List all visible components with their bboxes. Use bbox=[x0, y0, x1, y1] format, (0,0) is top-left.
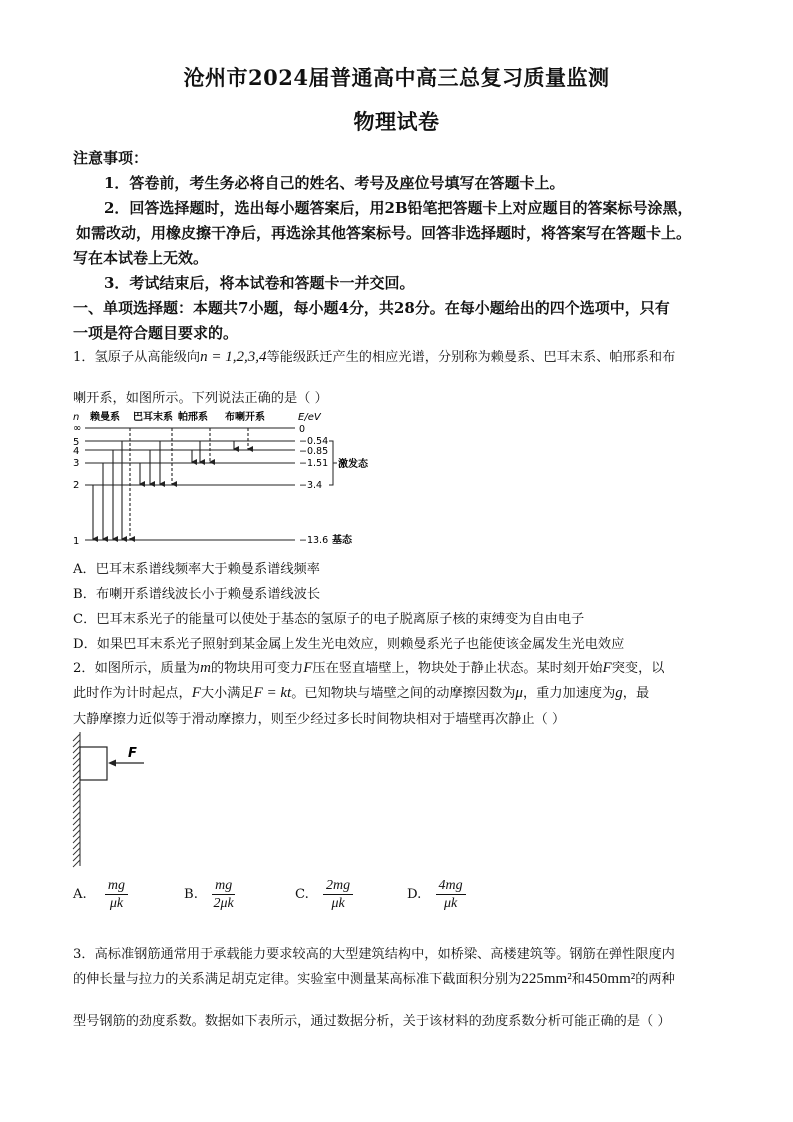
level-label-3: 3 bbox=[73, 458, 80, 469]
block bbox=[80, 747, 107, 780]
level-label-inf: ∞ bbox=[73, 423, 82, 434]
energy-level-diagram bbox=[70, 408, 375, 550]
notice-item-2-line-1: 2．回答选择题时，选出每小题答案后，用2B铅笔把答题卡上对应题目的答案标号涂黑， bbox=[104, 199, 693, 217]
notice-heading: 注意事项： bbox=[73, 149, 149, 167]
excited-state-label: 激发态 bbox=[338, 459, 368, 470]
q1-stem-line-2: 喇开系，如图所示。下列说法正确的是（ ） bbox=[73, 391, 328, 406]
q1-option-a: A．巴耳末系谱线频率大于赖曼系谱线频率 bbox=[73, 562, 320, 577]
wall-hatching bbox=[73, 734, 80, 867]
excited-bracket bbox=[329, 441, 333, 485]
paschen-label: 帕邢系 bbox=[178, 412, 208, 423]
lyman-label: 赖曼系 bbox=[90, 412, 120, 423]
section-1-line-1: 一、单项选择题：本题共7小题，每小题4分，共28分。在每小题给出的四个选项中，只有 bbox=[73, 299, 670, 317]
q2-option-d: D. $\frac{4mg}{\mu k}$ bbox=[407, 877, 466, 912]
q1-stem-line-1: 1．氢原子从高能级向n = 1,2,3,4等能级跃迁产生的相应光谱，分别称为赖曼系、巴耳末系、帕邢系和布 bbox=[73, 349, 676, 365]
section-1-line-2: 一项是符合题目要求的。 bbox=[73, 324, 239, 342]
q2-option-b: B. $\frac{mg}{2\mu k}$ bbox=[184, 878, 234, 911]
level-label-5: 5 bbox=[73, 437, 80, 448]
q3-stem-line-3: 型号钢筋的劲度系数。数据如下表所示，通过数据分析，关于该材料的劲度系数分析可能正确的是（ ） bbox=[73, 1014, 671, 1029]
q2-stem-line-3: 大静摩擦力近似等于滑动摩擦力，则至少经过多长时间物块相对于墙壁再次静止（ ） bbox=[73, 712, 566, 727]
force-arrow-head bbox=[108, 760, 116, 767]
q2-stem-line-2: 此时作为计时起点，F大小满足F = kt。已知物块与墙壁之间的动摩擦因数为μ，重力加速度为g，最 bbox=[73, 685, 650, 701]
level-label-1: 1 bbox=[73, 536, 80, 547]
notice-item-3: 3．考试结束后，将本试卷和答题卡一并交回。 bbox=[104, 274, 415, 292]
q1-math-n: n = 1,2,3,4 bbox=[200, 349, 267, 365]
ground-state-label: 基态 bbox=[332, 535, 352, 546]
exam-title: 沧州市2024届普通高中高三总复习质量监测 bbox=[183, 65, 610, 90]
q2-stem-line-1: 2．如图所示，质量为m的物块用可变力F压在竖直墙壁上，物块处于静止状态。某时刻开始F突变，以 bbox=[73, 660, 665, 676]
q1-option-d: D．如果巴耳末系光子照射到某金属上发生光电效应，则赖曼系光子也能使该金属发生光电效应 bbox=[73, 637, 625, 652]
balmer-label: 巴耳末系 bbox=[133, 412, 173, 423]
energy-inf: 0 bbox=[299, 424, 306, 435]
q3-stem-line-2: 的伸长量与拉力的关系满足胡克定律。实验室中测量某高标准下截面积分别为225mm²和450mm²的两种 bbox=[73, 971, 675, 987]
level-label-4: 4 bbox=[73, 446, 80, 457]
energy-4: −0.85 bbox=[299, 446, 329, 457]
force-label: F bbox=[128, 746, 137, 761]
n-axis-label: n bbox=[73, 412, 80, 423]
q2-option-a: A. $\frac{mg}{\mu k}$ bbox=[73, 877, 128, 912]
q2-option-c: C. $\frac{2mg}{\mu k}$ bbox=[295, 877, 353, 912]
notice-item-1: 1．答卷前，考生务必将自己的姓名、考号及座位号填写在答题卡上。 bbox=[104, 174, 565, 192]
q3-stem-line-1: 3．高标准钢筋通常用于承载能力要求较高的大型建筑结构中，如桥梁、高楼建筑等。钢筋在弹性限度内 bbox=[73, 947, 675, 962]
energy-axis-label: E/eV bbox=[298, 412, 321, 423]
energy-2: −3.4 bbox=[299, 480, 323, 491]
notice-item-2-line-2: 如需改动，用橡皮擦干净后，再选涂其他答案标号。回答非选择题时，将答案写在答题卡上。 bbox=[76, 224, 692, 242]
energy-1: −13.6 bbox=[299, 535, 329, 546]
wall-block-figure bbox=[70, 730, 160, 870]
notice-item-2-line-3: 写在本试卷上无效。 bbox=[73, 249, 209, 267]
exam-subtitle: 物理试卷 bbox=[353, 109, 440, 134]
q1-option-b: B．布喇开系谱线波长小于赖曼系谱线波长 bbox=[73, 587, 321, 602]
energy-3: −1.51 bbox=[299, 458, 329, 469]
q1-option-c: C．巴耳末系光子的能量可以使处于基态的氢原子的电子脱离原子核的束缚变为自由电子 bbox=[73, 612, 585, 627]
energy-5: −0.54 bbox=[299, 436, 329, 447]
level-label-2: 2 bbox=[73, 480, 80, 491]
brackett-label: 布喇开系 bbox=[225, 412, 265, 423]
